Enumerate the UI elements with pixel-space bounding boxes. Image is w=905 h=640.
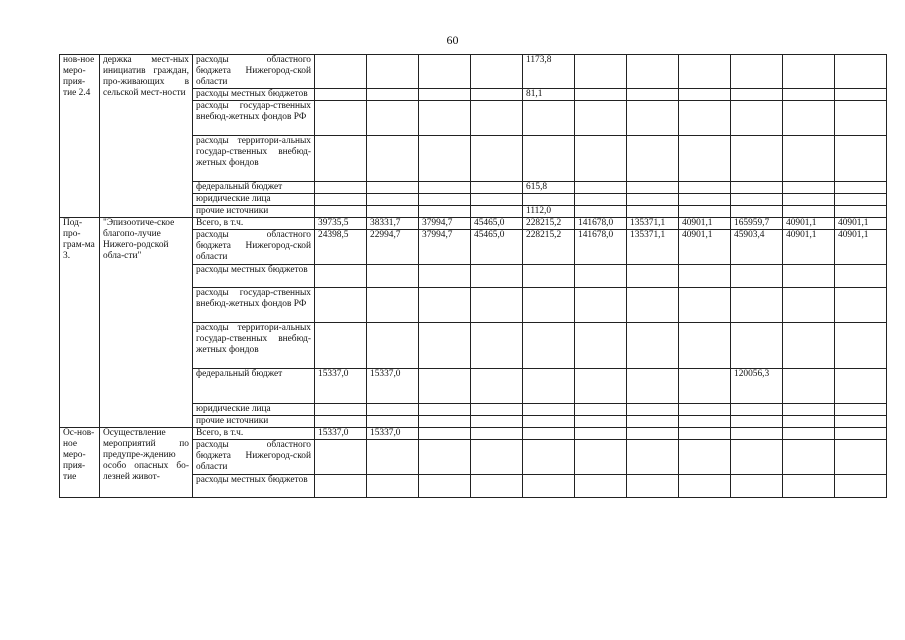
value-cell: [835, 416, 887, 428]
value-cell: [731, 475, 783, 498]
value-cell: [419, 206, 471, 218]
value-cell: [367, 440, 419, 475]
value-cell: [419, 194, 471, 206]
value-cell: [679, 194, 731, 206]
value-cell: [523, 288, 575, 323]
value-cell: [575, 194, 627, 206]
funding-source-cell: Всего, в т.ч.: [193, 218, 315, 230]
value-cell: 141678,0: [575, 218, 627, 230]
value-cell: [679, 369, 731, 404]
value-cell: [575, 89, 627, 101]
value-cell: 81,1: [523, 89, 575, 101]
value-cell: [627, 404, 679, 416]
value-cell: [367, 182, 419, 194]
value-cell: 135371,1: [627, 218, 679, 230]
funding-source-cell: Всего, в т.ч.: [193, 428, 315, 440]
value-cell: [367, 265, 419, 288]
value-cell: [627, 182, 679, 194]
value-cell: 15337,0: [315, 369, 367, 404]
item-name-cell: "Эпизоотиче-ское благопо-лучие Нижего-родской обла-сти": [100, 218, 193, 428]
value-cell: [835, 404, 887, 416]
value-cell: [679, 428, 731, 440]
value-cell: [471, 101, 523, 136]
value-cell: [835, 265, 887, 288]
item-code-cell: Под-про-грам-ма 3.: [60, 218, 100, 428]
item-code-cell: Ос-нов-ное меро-прия-тие: [60, 428, 100, 498]
value-cell: [471, 182, 523, 194]
value-cell: [523, 440, 575, 475]
value-cell: [575, 428, 627, 440]
funding-source-cell: расходы государ-ственных внебюд-жетных фондов РФ: [193, 288, 315, 323]
value-cell: 40901,1: [835, 230, 887, 265]
value-cell: [575, 475, 627, 498]
value-cell: [419, 136, 471, 182]
value-cell: [835, 323, 887, 369]
value-cell: [315, 101, 367, 136]
value-cell: [627, 265, 679, 288]
value-cell: [731, 404, 783, 416]
value-cell: [471, 369, 523, 404]
value-cell: 228215,2: [523, 218, 575, 230]
value-cell: [783, 265, 835, 288]
value-cell: [575, 369, 627, 404]
funding-source-cell: расходы областного бюджета Нижегород-ской области: [193, 230, 315, 265]
value-cell: 120056,3: [731, 369, 783, 404]
value-cell: [835, 194, 887, 206]
funding-source-cell: расходы местных бюджетов: [193, 265, 315, 288]
value-cell: [627, 475, 679, 498]
value-cell: [523, 404, 575, 416]
value-cell: [315, 182, 367, 194]
value-cell: [835, 475, 887, 498]
value-cell: [679, 89, 731, 101]
value-cell: [679, 475, 731, 498]
value-cell: [315, 55, 367, 89]
value-cell: 15337,0: [367, 428, 419, 440]
funding-source-cell: юридические лица: [193, 404, 315, 416]
funding-source-cell: прочие источники: [193, 416, 315, 428]
value-cell: [315, 206, 367, 218]
value-cell: [419, 182, 471, 194]
value-cell: [783, 440, 835, 475]
value-cell: 135371,1: [627, 230, 679, 265]
value-cell: [471, 428, 523, 440]
value-cell: [679, 55, 731, 89]
value-cell: [367, 136, 419, 182]
value-cell: 15337,0: [315, 428, 367, 440]
value-cell: [679, 265, 731, 288]
value-cell: [835, 440, 887, 475]
value-cell: [627, 89, 679, 101]
value-cell: [523, 265, 575, 288]
value-cell: [835, 101, 887, 136]
value-cell: 40901,1: [679, 230, 731, 265]
value-cell: [679, 323, 731, 369]
value-cell: 37994,7: [419, 230, 471, 265]
value-cell: [731, 101, 783, 136]
value-cell: 141678,0: [575, 230, 627, 265]
item-name-cell: держка мест-ных инициатив граждан, про-живающих в сельской мест-ности: [100, 55, 193, 218]
value-cell: [523, 416, 575, 428]
value-cell: [731, 416, 783, 428]
value-cell: [575, 55, 627, 89]
value-cell: [367, 89, 419, 101]
value-cell: [315, 265, 367, 288]
value-cell: [471, 265, 523, 288]
value-cell: [575, 265, 627, 288]
value-cell: [627, 136, 679, 182]
value-cell: [783, 404, 835, 416]
value-cell: [731, 440, 783, 475]
value-cell: [627, 206, 679, 218]
value-cell: [523, 369, 575, 404]
value-cell: [835, 182, 887, 194]
value-cell: [575, 288, 627, 323]
value-cell: [783, 206, 835, 218]
value-cell: [835, 288, 887, 323]
value-cell: [367, 323, 419, 369]
value-cell: [523, 475, 575, 498]
value-cell: [315, 416, 367, 428]
value-cell: [367, 404, 419, 416]
value-cell: 1173,8: [523, 55, 575, 89]
value-cell: 45465,0: [471, 230, 523, 265]
value-cell: [783, 101, 835, 136]
value-cell: [575, 416, 627, 428]
funding-source-cell: расходы областного бюджета Нижегород-ской области: [193, 440, 315, 475]
funding-source-cell: расходы местных бюджетов: [193, 89, 315, 101]
value-cell: [627, 416, 679, 428]
value-cell: [315, 475, 367, 498]
value-cell: [835, 369, 887, 404]
value-cell: [419, 404, 471, 416]
value-cell: [835, 136, 887, 182]
funding-source-cell: федеральный бюджет: [193, 182, 315, 194]
value-cell: [419, 475, 471, 498]
table-row: [60, 428, 887, 440]
value-cell: [731, 136, 783, 182]
item-code-cell: нов-ное меро-прия-тие 2.4: [60, 55, 100, 218]
value-cell: [627, 428, 679, 440]
value-cell: [679, 206, 731, 218]
value-cell: [575, 323, 627, 369]
value-cell: 40901,1: [679, 218, 731, 230]
value-cell: [315, 288, 367, 323]
value-cell: [783, 475, 835, 498]
value-cell: [471, 323, 523, 369]
value-cell: [783, 288, 835, 323]
value-cell: [523, 428, 575, 440]
value-cell: 22994,7: [367, 230, 419, 265]
value-cell: 615,8: [523, 182, 575, 194]
funding-source-cell: федеральный бюджет: [193, 369, 315, 404]
value-cell: [731, 194, 783, 206]
value-cell: [419, 101, 471, 136]
value-cell: [783, 323, 835, 369]
value-cell: [419, 265, 471, 288]
value-cell: [575, 136, 627, 182]
value-cell: [419, 440, 471, 475]
value-cell: [471, 55, 523, 89]
value-cell: [835, 89, 887, 101]
budget-table: [59, 54, 887, 498]
value-cell: 37994,7: [419, 218, 471, 230]
item-name-cell: Осуществление мероприятий по предупре-ждению особо опасных бо-лезней живот-: [100, 428, 193, 498]
value-cell: [783, 136, 835, 182]
value-cell: [471, 440, 523, 475]
value-cell: [471, 89, 523, 101]
value-cell: [731, 288, 783, 323]
value-cell: [523, 323, 575, 369]
value-cell: [679, 136, 731, 182]
value-cell: [315, 323, 367, 369]
value-cell: [419, 55, 471, 89]
value-cell: [835, 55, 887, 89]
value-cell: [315, 194, 367, 206]
table-row: [60, 55, 887, 89]
value-cell: 40901,1: [835, 218, 887, 230]
value-cell: [471, 194, 523, 206]
value-cell: [783, 428, 835, 440]
value-cell: [315, 440, 367, 475]
value-cell: [471, 416, 523, 428]
value-cell: [679, 440, 731, 475]
page-number: 60: [446, 33, 459, 47]
value-cell: [523, 101, 575, 136]
funding-source-cell: расходы территори-альных государ-ственных внебюд-жетных фондов: [193, 136, 315, 182]
value-cell: [471, 288, 523, 323]
value-cell: 1112,0: [523, 206, 575, 218]
value-cell: [367, 288, 419, 323]
value-cell: [367, 416, 419, 428]
value-cell: [471, 136, 523, 182]
value-cell: [835, 428, 887, 440]
value-cell: 15337,0: [367, 369, 419, 404]
value-cell: [627, 194, 679, 206]
value-cell: [679, 288, 731, 323]
value-cell: [731, 428, 783, 440]
value-cell: [627, 440, 679, 475]
value-cell: [575, 440, 627, 475]
value-cell: [575, 404, 627, 416]
value-cell: [783, 416, 835, 428]
value-cell: [367, 206, 419, 218]
value-cell: [835, 206, 887, 218]
value-cell: [575, 182, 627, 194]
value-cell: [315, 89, 367, 101]
value-cell: [419, 89, 471, 101]
funding-source-cell: расходы государ-ственных внебюд-жетных фондов РФ: [193, 101, 315, 136]
value-cell: [627, 55, 679, 89]
value-cell: [627, 288, 679, 323]
value-cell: [627, 369, 679, 404]
value-cell: [419, 369, 471, 404]
funding-source-cell: расходы территори-альных государ-ственных внебюд-жетных фондов: [193, 323, 315, 369]
value-cell: [783, 55, 835, 89]
value-cell: [731, 265, 783, 288]
value-cell: [575, 206, 627, 218]
value-cell: [367, 55, 419, 89]
value-cell: 39735,5: [315, 218, 367, 230]
value-cell: [315, 136, 367, 182]
value-cell: 228215,2: [523, 230, 575, 265]
table-row: [60, 218, 887, 230]
funding-source-cell: юридические лица: [193, 194, 315, 206]
value-cell: [731, 89, 783, 101]
value-cell: 165959,7: [731, 218, 783, 230]
value-cell: [419, 428, 471, 440]
value-cell: [783, 89, 835, 101]
value-cell: [575, 101, 627, 136]
value-cell: 40901,1: [783, 218, 835, 230]
value-cell: [679, 404, 731, 416]
funding-source-cell: расходы местных бюджетов: [193, 475, 315, 498]
value-cell: [471, 475, 523, 498]
value-cell: [419, 416, 471, 428]
value-cell: 40901,1: [783, 230, 835, 265]
value-cell: [419, 323, 471, 369]
value-cell: [731, 182, 783, 194]
value-cell: [627, 101, 679, 136]
value-cell: [471, 206, 523, 218]
value-cell: [523, 136, 575, 182]
funding-source-cell: прочие источники: [193, 206, 315, 218]
value-cell: 45465,0: [471, 218, 523, 230]
value-cell: [783, 369, 835, 404]
value-cell: [315, 404, 367, 416]
value-cell: [367, 101, 419, 136]
value-cell: [731, 206, 783, 218]
value-cell: [679, 101, 731, 136]
value-cell: [627, 323, 679, 369]
funding-source-cell: расходы областного бюджета Нижегород-ской области: [193, 55, 315, 89]
value-cell: [679, 416, 731, 428]
value-cell: [731, 323, 783, 369]
value-cell: [471, 404, 523, 416]
value-cell: [523, 194, 575, 206]
value-cell: [367, 194, 419, 206]
value-cell: 38331,7: [367, 218, 419, 230]
value-cell: [783, 182, 835, 194]
value-cell: [731, 55, 783, 89]
value-cell: [367, 475, 419, 498]
value-cell: 45903,4: [731, 230, 783, 265]
value-cell: [679, 182, 731, 194]
value-cell: [419, 288, 471, 323]
value-cell: 24398,5: [315, 230, 367, 265]
table-body: [60, 55, 887, 498]
value-cell: [783, 194, 835, 206]
